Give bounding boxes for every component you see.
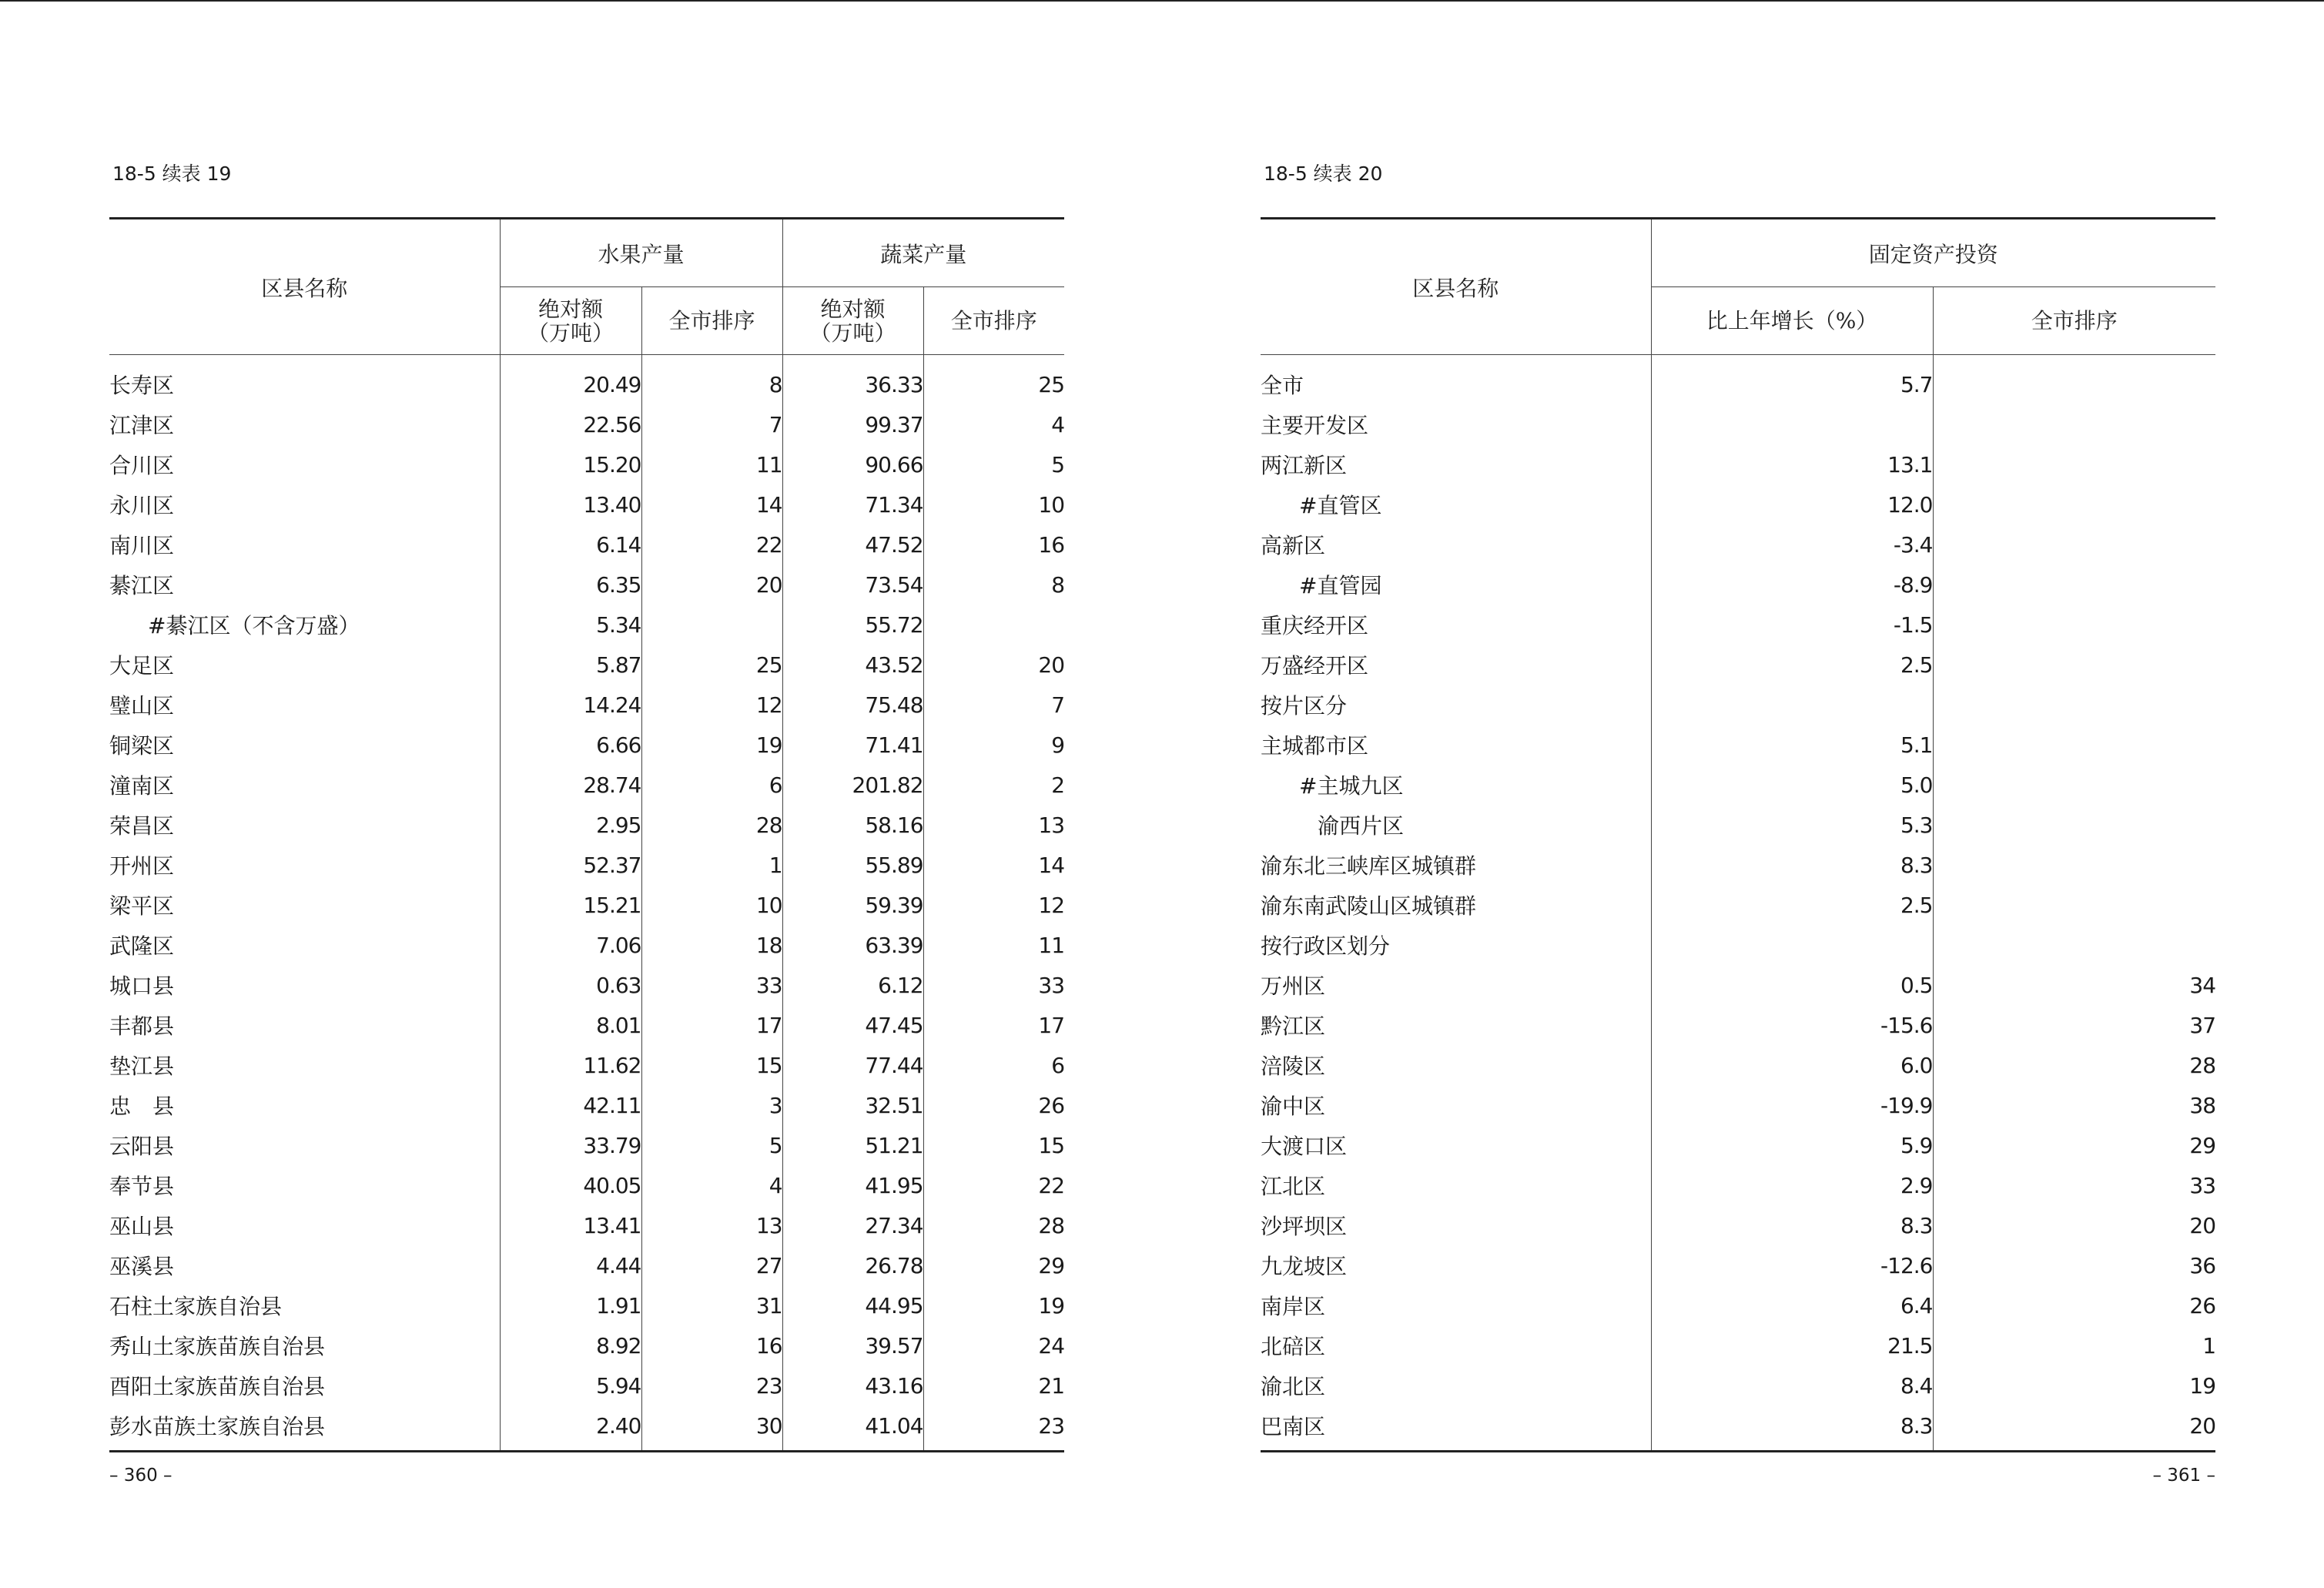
fruit-absolute-value: 2.40 <box>500 1405 641 1452</box>
veg-absolute-value: 71.34 <box>782 484 923 524</box>
veg-absolute-value: 41.95 <box>782 1165 923 1205</box>
veg-rank-value: 6 <box>923 1045 1064 1085</box>
table-row <box>109 444 1064 484</box>
district-name: #主城九区 <box>1299 773 1404 799</box>
fruit-absolute-value: 7.06 <box>500 925 641 965</box>
veg-absolute-value: 27.34 <box>782 1205 923 1245</box>
table-row <box>1261 605 2215 645</box>
district-name: 重庆经开区 <box>1261 613 1369 638</box>
header-abs-label: 绝对额 <box>820 296 886 322</box>
table-row <box>109 404 1064 444</box>
table-row <box>1261 885 2215 925</box>
fruit-rank-value: 8 <box>641 355 782 405</box>
fruit-absolute-value: 5.94 <box>500 1365 641 1405</box>
district-name: 垫江县 <box>109 1054 175 1079</box>
table-row <box>109 1085 1064 1125</box>
district-name: 南岸区 <box>1261 1294 1326 1319</box>
district-name: 石柱土家族自治县 <box>109 1294 283 1319</box>
table-row <box>109 565 1064 605</box>
rank-value <box>1933 355 2215 405</box>
district-name: 大足区 <box>109 653 175 678</box>
rank-value <box>1933 605 2215 645</box>
table-row <box>1261 444 2215 484</box>
fruit-rank-value: 28 <box>641 805 782 845</box>
veg-rank-value: 11 <box>923 925 1064 965</box>
table-row <box>1261 404 2215 444</box>
header-veg-absolute <box>782 287 923 355</box>
veg-rank-value: 29 <box>923 1245 1064 1285</box>
district-name: 合川区 <box>109 453 175 478</box>
table-row <box>109 845 1064 885</box>
rank-value: 33 <box>1933 1165 2215 1205</box>
veg-absolute-value: 6.12 <box>782 965 923 1005</box>
rank-value: 20 <box>1933 1205 2215 1245</box>
veg-rank-value: 9 <box>923 725 1064 765</box>
table-row <box>1261 765 2215 805</box>
district-name: 丰都县 <box>109 1013 175 1039</box>
fruit-absolute-value: 40.05 <box>500 1165 641 1205</box>
district-name: 按片区分 <box>1261 693 1348 719</box>
rank-value <box>1933 685 2215 725</box>
table-row <box>1261 645 2215 685</box>
district-name: 忠 县 <box>109 1094 175 1119</box>
growth-value <box>1651 925 1933 965</box>
table-row <box>109 1325 1064 1365</box>
header-fruit-absolute <box>500 287 641 355</box>
fruit-absolute-value: 52.37 <box>500 845 641 885</box>
fruit-rank-value: 13 <box>641 1205 782 1245</box>
table-row <box>1261 1005 2215 1045</box>
rank-value: 29 <box>1933 1125 2215 1165</box>
growth-value: 6.4 <box>1651 1285 1933 1325</box>
district-name: 渝东南武陵山区城镇群 <box>1261 893 1477 919</box>
table-row <box>1261 565 2215 605</box>
veg-rank-value: 4 <box>923 404 1064 444</box>
fruit-rank-value: 1 <box>641 845 782 885</box>
table-row <box>109 885 1064 925</box>
district-name: 彭水苗族土家族自治县 <box>109 1405 500 1452</box>
growth-value: 8.3 <box>1651 1405 1933 1452</box>
fruit-rank-value: 7 <box>641 404 782 444</box>
district-name: 九龙坡区 <box>1261 1254 1348 1279</box>
veg-rank-value: 16 <box>923 524 1064 565</box>
fruit-rank-value: 25 <box>641 645 782 685</box>
district-name: #綦江区（不含万盛） <box>148 613 360 638</box>
growth-value: 5.3 <box>1651 805 1933 845</box>
district-name: 万盛经开区 <box>1261 653 1369 678</box>
district-name: 巫溪县 <box>109 1254 175 1279</box>
table-row <box>109 1125 1064 1165</box>
veg-rank-value: 19 <box>923 1285 1064 1325</box>
header-abs-unit: （万吨） <box>809 320 896 346</box>
veg-rank-value: 28 <box>923 1205 1064 1245</box>
district-name: 梁平区 <box>109 893 175 919</box>
table-row <box>1261 725 2215 765</box>
fruit-rank-value: 31 <box>641 1285 782 1325</box>
table-row <box>109 484 1064 524</box>
district-name: 主城都市区 <box>1261 733 1369 759</box>
district-name: 江北区 <box>1261 1174 1326 1199</box>
veg-absolute-value: 75.48 <box>782 685 923 725</box>
growth-value: 8.3 <box>1651 845 1933 885</box>
fruit-rank-value: 33 <box>641 965 782 1005</box>
growth-value: -1.5 <box>1651 605 1933 645</box>
growth-value: -19.9 <box>1651 1085 1933 1125</box>
fruit-rank-value: 22 <box>641 524 782 565</box>
growth-value: 13.1 <box>1651 444 1933 484</box>
veg-rank-value: 23 <box>923 1405 1064 1452</box>
table-row <box>109 1045 1064 1085</box>
district-name: 铜梁区 <box>109 733 175 759</box>
table-row <box>109 1285 1064 1325</box>
veg-absolute-value: 43.16 <box>782 1365 923 1405</box>
veg-absolute-value: 47.52 <box>782 524 923 565</box>
header-veg-rank: 全市排序 <box>923 287 1064 355</box>
veg-absolute-value: 55.72 <box>782 605 923 645</box>
table-row <box>109 805 1064 845</box>
district-name: 酉阳土家族苗族自治县 <box>109 1374 326 1399</box>
veg-absolute-value: 26.78 <box>782 1245 923 1285</box>
district-name: 綦江区 <box>109 573 175 598</box>
district-name: 沙坪坝区 <box>1261 1214 1348 1239</box>
rank-value <box>1933 845 2215 885</box>
fruit-absolute-value: 0.63 <box>500 965 641 1005</box>
rank-value <box>1933 925 2215 965</box>
district-name: 大渡口区 <box>1261 1134 1348 1159</box>
fruit-absolute-value: 22.56 <box>500 404 641 444</box>
fruit-rank-value: 20 <box>641 565 782 605</box>
district-name: 渝北区 <box>1261 1374 1326 1399</box>
veg-absolute-value: 58.16 <box>782 805 923 845</box>
district-name: 长寿区 <box>109 373 175 398</box>
fruit-absolute-value: 4.44 <box>500 1245 641 1285</box>
district-name: 按行政区划分 <box>1261 933 1391 959</box>
growth-value: -3.4 <box>1651 524 1933 565</box>
district-name: 云阳县 <box>109 1134 175 1159</box>
district-name: #直管区 <box>1299 493 1382 518</box>
fruit-rank-value: 14 <box>641 484 782 524</box>
district-name: 高新区 <box>1261 533 1326 558</box>
growth-value: -12.6 <box>1651 1245 1933 1285</box>
fruit-absolute-value: 15.21 <box>500 885 641 925</box>
fruit-absolute-value: 13.40 <box>500 484 641 524</box>
rank-value: 37 <box>1933 1005 2215 1045</box>
veg-absolute-value: 43.52 <box>782 645 923 685</box>
table-row <box>1261 1405 2215 1452</box>
table-row <box>1261 1125 2215 1165</box>
veg-absolute-value: 32.51 <box>782 1085 923 1125</box>
veg-absolute-value: 47.45 <box>782 1005 923 1045</box>
fruit-rank-value: 11 <box>641 444 782 484</box>
table-row <box>109 1165 1064 1205</box>
growth-value: 5.0 <box>1651 765 1933 805</box>
rank-value: 19 <box>1933 1365 2215 1405</box>
veg-absolute-value: 71.41 <box>782 725 923 765</box>
fruit-absolute-value: 33.79 <box>500 1125 641 1165</box>
table-row <box>109 965 1064 1005</box>
veg-absolute-value: 55.89 <box>782 845 923 885</box>
fruit-rank-value: 5 <box>641 1125 782 1165</box>
table-row <box>1261 1045 2215 1085</box>
district-name: 城口县 <box>109 973 175 999</box>
fruit-rank-value: 23 <box>641 1365 782 1405</box>
fruit-rank-value: 12 <box>641 685 782 725</box>
fruit-rank-value: 3 <box>641 1085 782 1125</box>
veg-absolute-value: 39.57 <box>782 1325 923 1365</box>
district-name: 开州区 <box>109 853 175 879</box>
header-district-name: 区县名称 <box>109 219 500 355</box>
page-number-right: – 361 – <box>2152 1466 2215 1486</box>
fruit-rank-value: 16 <box>641 1325 782 1365</box>
veg-absolute-value: 201.82 <box>782 765 923 805</box>
header-fruit-output: 水果产量 <box>500 219 782 287</box>
growth-value: -8.9 <box>1651 565 1933 605</box>
veg-absolute-value: 63.39 <box>782 925 923 965</box>
rank-value: 1 <box>1933 1325 2215 1365</box>
table-row <box>109 1005 1064 1045</box>
rank-value <box>1933 765 2215 805</box>
growth-value: 12.0 <box>1651 484 1933 524</box>
veg-rank-value: 21 <box>923 1365 1064 1405</box>
fruit-absolute-value: 20.49 <box>500 355 641 405</box>
veg-rank-value: 12 <box>923 885 1064 925</box>
header-abs-unit: （万吨） <box>527 320 614 346</box>
fruit-rank-value: 27 <box>641 1245 782 1285</box>
header-fruit-rank: 全市排序 <box>641 287 782 355</box>
header-district-name: 区县名称 <box>1261 219 1651 355</box>
left-data-table <box>109 217 1064 1452</box>
table-row <box>1261 1165 2215 1205</box>
district-name: 全市 <box>1261 373 1304 398</box>
rank-value <box>1933 484 2215 524</box>
left-table-title: 18-5 续表 19 <box>112 162 232 185</box>
veg-absolute-value: 41.04 <box>782 1405 923 1452</box>
growth-value: 2.9 <box>1651 1165 1933 1205</box>
top-border-line <box>0 0 2324 2</box>
page-number-left: – 360 – <box>109 1466 172 1486</box>
rank-value <box>1933 524 2215 565</box>
veg-absolute-value: 99.37 <box>782 404 923 444</box>
district-name: 黔江区 <box>1261 1013 1326 1039</box>
rank-value <box>1933 565 2215 605</box>
growth-value: 8.3 <box>1651 1205 1933 1245</box>
fruit-rank-value: 15 <box>641 1045 782 1085</box>
fruit-rank-value: 10 <box>641 885 782 925</box>
veg-rank-value: 26 <box>923 1085 1064 1125</box>
growth-value: 5.9 <box>1651 1125 1933 1165</box>
table-row <box>1261 965 2215 1005</box>
growth-value: 8.4 <box>1651 1365 1933 1405</box>
fruit-absolute-value: 11.62 <box>500 1045 641 1085</box>
header-yoy-growth: 比上年增长（%） <box>1651 287 1933 355</box>
rank-value <box>1933 725 2215 765</box>
veg-absolute-value: 44.95 <box>782 1285 923 1325</box>
fruit-absolute-value: 2.95 <box>500 805 641 845</box>
district-name: 秀山土家族苗族自治县 <box>109 1334 326 1359</box>
district-name: 南川区 <box>109 533 175 558</box>
veg-rank-value: 13 <box>923 805 1064 845</box>
fruit-absolute-value: 5.87 <box>500 645 641 685</box>
district-name: 两江新区 <box>1261 453 1348 478</box>
rank-value: 38 <box>1933 1085 2215 1125</box>
district-name: 奉节县 <box>109 1174 175 1199</box>
veg-rank-value: 8 <box>923 565 1064 605</box>
veg-rank-value: 20 <box>923 645 1064 685</box>
table-row <box>1261 484 2215 524</box>
veg-absolute-value: 36.33 <box>782 355 923 405</box>
fruit-absolute-value: 28.74 <box>500 765 641 805</box>
table-row <box>1261 1365 2215 1405</box>
veg-rank-value <box>923 605 1064 645</box>
veg-rank-value: 33 <box>923 965 1064 1005</box>
fruit-rank-value: 17 <box>641 1005 782 1045</box>
right-table-header <box>1261 219 2215 355</box>
table-row <box>109 1205 1064 1245</box>
table-row <box>109 645 1064 685</box>
district-name: 永川区 <box>109 493 175 518</box>
fruit-absolute-value: 6.14 <box>500 524 641 565</box>
growth-value: -15.6 <box>1651 1005 1933 1045</box>
table-row <box>1261 1205 2215 1245</box>
table-row <box>109 355 1064 405</box>
fruit-rank-value: 4 <box>641 1165 782 1205</box>
fruit-rank-value <box>641 605 782 645</box>
district-name: 渝东北三峡库区城镇群 <box>1261 853 1477 879</box>
veg-rank-value: 24 <box>923 1325 1064 1365</box>
rank-value <box>1933 444 2215 484</box>
fruit-rank-value: 6 <box>641 765 782 805</box>
growth-value: 21.5 <box>1651 1325 1933 1365</box>
veg-rank-value: 25 <box>923 355 1064 405</box>
fruit-rank-value: 19 <box>641 725 782 765</box>
fruit-absolute-value: 15.20 <box>500 444 641 484</box>
district-name: 江津区 <box>109 413 175 438</box>
left-table-body <box>109 355 1064 1452</box>
veg-rank-value: 5 <box>923 444 1064 484</box>
district-name: 巫山县 <box>109 1214 175 1239</box>
table-row <box>1261 1325 2215 1365</box>
district-name: 潼南区 <box>109 773 175 799</box>
fruit-absolute-value: 8.01 <box>500 1005 641 1045</box>
table-row <box>1261 1285 2215 1325</box>
table-row <box>1261 1085 2215 1125</box>
district-name: 璧山区 <box>109 693 175 719</box>
fruit-absolute-value: 42.11 <box>500 1085 641 1125</box>
right-table-title: 18-5 续表 20 <box>1264 162 1383 185</box>
rank-value <box>1933 645 2215 685</box>
table-row <box>109 1365 1064 1405</box>
veg-rank-value: 15 <box>923 1125 1064 1165</box>
growth-value: 5.7 <box>1651 355 1933 405</box>
header-city-rank: 全市排序 <box>1933 287 2215 355</box>
growth-value: 2.5 <box>1651 885 1933 925</box>
veg-rank-value: 22 <box>923 1165 1064 1205</box>
table-row <box>1261 524 2215 565</box>
fruit-absolute-value: 1.91 <box>500 1285 641 1325</box>
veg-absolute-value: 51.21 <box>782 1125 923 1165</box>
district-name: 万州区 <box>1261 973 1326 999</box>
table-row <box>109 605 1064 645</box>
table-row <box>109 1245 1064 1285</box>
rank-value: 34 <box>1933 965 2215 1005</box>
district-name: 渝中区 <box>1261 1094 1326 1119</box>
fruit-absolute-value: 14.24 <box>500 685 641 725</box>
fruit-rank-value: 30 <box>641 1405 782 1452</box>
rank-value: 26 <box>1933 1285 2215 1325</box>
fruit-absolute-value: 5.34 <box>500 605 641 645</box>
rank-value: 36 <box>1933 1245 2215 1285</box>
district-name: #直管园 <box>1299 573 1382 598</box>
growth-value: 0.5 <box>1651 965 1933 1005</box>
rank-value: 20 <box>1933 1405 2215 1452</box>
table-row <box>109 765 1064 805</box>
district-name: 涪陵区 <box>1261 1054 1326 1079</box>
header-abs-label: 绝对额 <box>537 296 603 322</box>
fruit-rank-value: 18 <box>641 925 782 965</box>
fruit-absolute-value: 6.66 <box>500 725 641 765</box>
growth-value: 6.0 <box>1651 1045 1933 1085</box>
table-row <box>1261 925 2215 965</box>
table-row <box>109 925 1064 965</box>
veg-rank-value: 14 <box>923 845 1064 885</box>
veg-absolute-value: 77.44 <box>782 1045 923 1085</box>
table-row <box>1261 355 2215 405</box>
district-name: 武隆区 <box>109 933 175 959</box>
table-row <box>109 524 1064 565</box>
growth-value <box>1651 404 1933 444</box>
district-name: 巴南区 <box>1261 1405 1651 1452</box>
growth-value: 5.1 <box>1651 725 1933 765</box>
rank-value <box>1933 805 2215 845</box>
veg-rank-value: 2 <box>923 765 1064 805</box>
district-name: 主要开发区 <box>1261 413 1369 438</box>
table-row <box>109 725 1064 765</box>
table-row <box>109 1405 1064 1452</box>
veg-absolute-value: 59.39 <box>782 885 923 925</box>
header-fixed-asset-investment: 固定资产投资 <box>1651 219 2215 287</box>
table-row <box>1261 805 2215 845</box>
veg-rank-value: 10 <box>923 484 1064 524</box>
table-row <box>1261 685 2215 725</box>
rank-value <box>1933 404 2215 444</box>
fruit-absolute-value: 6.35 <box>500 565 641 605</box>
fruit-absolute-value: 13.41 <box>500 1205 641 1245</box>
header-vegetable-output: 蔬菜产量 <box>782 219 1064 287</box>
left-table-header <box>109 219 1064 355</box>
veg-absolute-value: 73.54 <box>782 565 923 605</box>
growth-value: 2.5 <box>1651 645 1933 685</box>
district-name: 北碚区 <box>1261 1334 1326 1359</box>
district-name: 荣昌区 <box>109 813 175 839</box>
veg-absolute-value: 90.66 <box>782 444 923 484</box>
veg-rank-value: 7 <box>923 685 1064 725</box>
fruit-absolute-value: 8.92 <box>500 1325 641 1365</box>
rank-value <box>1933 885 2215 925</box>
rank-value: 28 <box>1933 1045 2215 1085</box>
district-name: 渝西片区 <box>1318 813 1405 839</box>
right-table-body <box>1261 355 2215 1452</box>
table-row <box>109 685 1064 725</box>
growth-value <box>1651 685 1933 725</box>
table-row <box>1261 845 2215 885</box>
right-data-table <box>1261 217 2215 1452</box>
veg-rank-value: 17 <box>923 1005 1064 1045</box>
table-row <box>1261 1245 2215 1285</box>
